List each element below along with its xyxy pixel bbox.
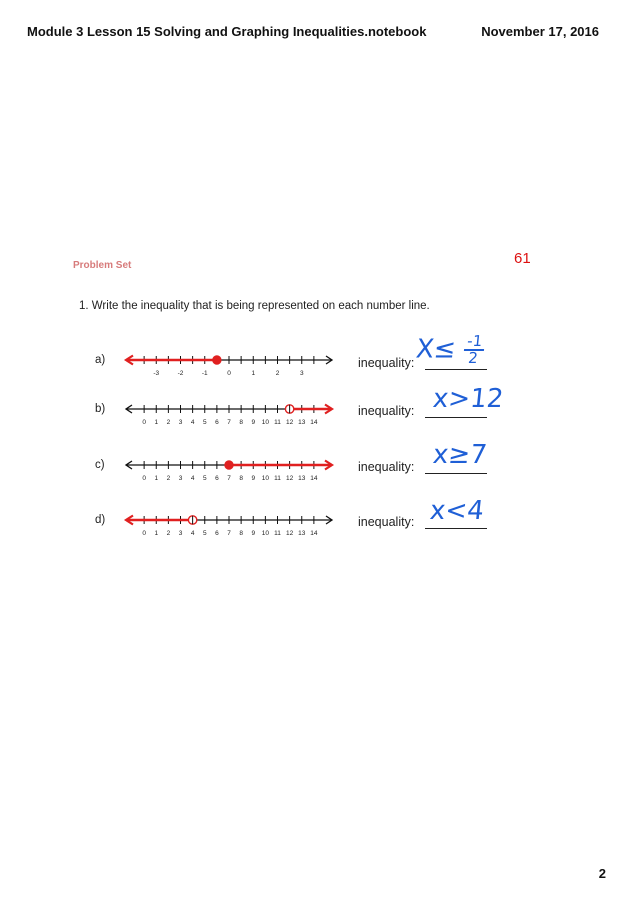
- tick-label: 13: [298, 475, 306, 482]
- endpoint-closed: [213, 356, 221, 364]
- tick-label: 7: [227, 530, 231, 537]
- answer-a-fraction: [462, 334, 485, 366]
- tick-label: 4: [190, 419, 195, 426]
- tick-label: 11: [274, 475, 281, 482]
- tick-label: 9: [251, 530, 256, 537]
- tick-label: 1: [154, 530, 159, 537]
- inequality-label-d: inequality:: [358, 515, 415, 529]
- tick-label: 11: [274, 530, 281, 537]
- item-label-b: b): [95, 403, 106, 415]
- number-line-d: [120, 510, 340, 540]
- tick-label: 3: [299, 370, 304, 377]
- tick-label: 11: [274, 419, 281, 426]
- answer-a-numerator: -1: [466, 332, 484, 350]
- tick-label: 3: [178, 530, 183, 537]
- handwritten-answer-b: x>12: [431, 384, 505, 414]
- tick-label: 9: [251, 475, 256, 482]
- tick-label: 3: [178, 475, 183, 482]
- problem-set-title: Problem Set: [73, 260, 132, 271]
- handwritten-answer-c: x≥7: [431, 440, 489, 470]
- tick-label: -1: [201, 370, 208, 377]
- handwritten-answer-a: [414, 334, 485, 366]
- tick-label: 2: [166, 530, 171, 537]
- tick-label: 9: [251, 419, 256, 426]
- answer-line-a: [425, 369, 487, 370]
- tick-label: 13: [298, 419, 306, 426]
- instruction-text: 1. Write the inequality that is being represented on each number line.: [79, 300, 430, 312]
- tick-label: 10: [261, 475, 269, 482]
- tick-label: 6: [215, 419, 219, 426]
- page-number: 2: [598, 866, 606, 881]
- answer-line-c: [425, 473, 487, 474]
- tick-label: 8: [239, 475, 243, 482]
- tick-label: 8: [239, 530, 243, 537]
- tick-label: 7: [227, 419, 231, 426]
- tick-label: 5: [202, 530, 207, 537]
- problem-set-number: 61: [514, 250, 531, 267]
- tick-label: 1: [154, 419, 159, 426]
- answer-line-d: [425, 528, 487, 529]
- tick-label: -2: [177, 370, 184, 377]
- answer-a-main: X≤: [414, 334, 458, 365]
- tick-label: 5: [202, 475, 207, 482]
- tick-label: 0: [142, 419, 146, 426]
- number-line-c: [120, 455, 340, 485]
- item-label-a: a): [95, 354, 106, 366]
- tick-label: 10: [261, 419, 269, 426]
- handwritten-answer-d: x<4: [428, 496, 486, 526]
- tick-label: 4: [190, 475, 195, 482]
- page-header-date: November 17, 2016: [481, 24, 599, 39]
- tick-label: 12: [286, 419, 294, 426]
- tick-label: 4: [190, 530, 195, 537]
- tick-label: 2: [275, 370, 280, 377]
- tick-label: 7: [227, 475, 231, 482]
- tick-label: 6: [215, 475, 219, 482]
- item-label-d: d): [95, 514, 106, 526]
- tick-label: 0: [142, 475, 146, 482]
- tick-label: 12: [286, 530, 294, 537]
- item-label-c: c): [95, 459, 105, 471]
- number-line-b: [120, 399, 340, 429]
- tick-label: 1: [251, 370, 256, 377]
- tick-label: 1: [154, 475, 159, 482]
- tick-label: 14: [310, 530, 318, 537]
- tick-label: 5: [202, 419, 207, 426]
- tick-label: 14: [310, 475, 318, 482]
- inequality-label-b: inequality:: [358, 404, 415, 418]
- tick-label: 0: [227, 370, 231, 377]
- tick-label: 0: [142, 530, 146, 537]
- tick-label: 8: [239, 419, 243, 426]
- answer-a-denominator: 2: [467, 349, 479, 367]
- tick-label: 6: [215, 530, 219, 537]
- page-header-title: Module 3 Lesson 15 Solving and Graphing Inequalities.notebook: [27, 24, 427, 39]
- endpoint-closed: [225, 461, 233, 469]
- answer-line-b: [425, 417, 487, 418]
- inequality-label-c: inequality:: [358, 460, 415, 474]
- tick-label: 14: [310, 419, 318, 426]
- tick-label: 12: [286, 475, 294, 482]
- number-line-a: [120, 350, 340, 380]
- tick-label: 2: [166, 475, 171, 482]
- tick-label: -3: [153, 370, 160, 377]
- inequality-label-a: inequality:: [358, 356, 415, 370]
- tick-label: 13: [298, 530, 306, 537]
- tick-label: 3: [178, 419, 183, 426]
- tick-label: 2: [166, 419, 171, 426]
- tick-label: 10: [261, 530, 269, 537]
